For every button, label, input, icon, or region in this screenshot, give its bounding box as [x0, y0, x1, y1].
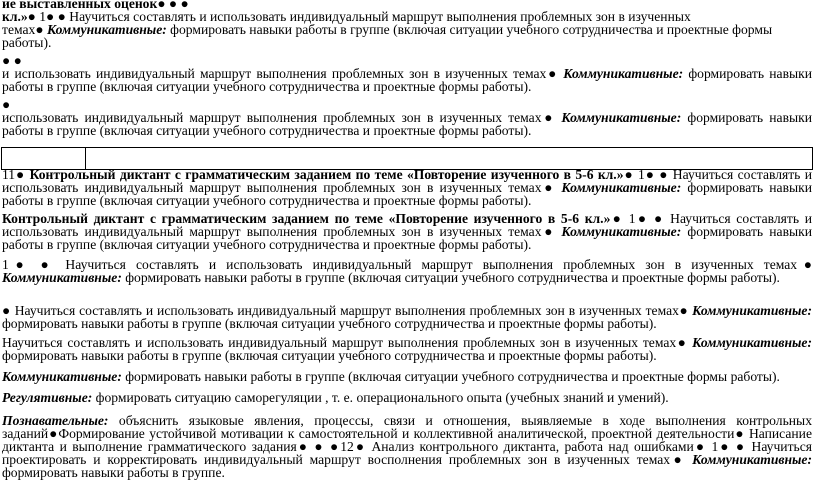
text-line: кл.»● 1● ● Научиться составлять и использовать индивидуальный маршрут выполнения проблемных зон в изученных: [2, 8, 691, 24]
competency-label: Познавательные:: [2, 413, 109, 428]
body-text: формировать навыки работы в группе (включая ситуации учебного сотрудничества и проектные формы работы).: [2, 65, 812, 94]
competency-label: Регулятивные:: [2, 390, 93, 405]
competency-label: Коммуникативные:: [2, 369, 122, 384]
lesson-title: Контрольный диктант с грамматическим заданием по теме «Повторение изученного в 5-6 кл.»: [2, 211, 611, 226]
bullet-line: ●: [2, 97, 11, 112]
body-text: использовать индивидуальный маршрут выполнения проблемных зон в изученных темах●: [2, 109, 562, 125]
bullet-line: ● ●: [2, 53, 22, 68]
text-line: ие выставленных оценок● ● ●: [2, 0, 189, 11]
text-line: темах● Коммуникативные: формировать навыки работы в группе (включая ситуации учебного сотрудничества и проектные формы: [2, 21, 773, 37]
competency-label: Коммуникативные:: [561, 223, 682, 239]
lesson-number: 11●: [2, 167, 30, 182]
paragraph-4: [2, 169, 812, 208]
body-text: ● 1● ● Научиться составлять и использовать индивидуальный маршрут выполнения проблемных зон в изученных темах●: [2, 211, 813, 239]
competency-label: Коммуникативные:: [692, 303, 812, 318]
body-text: формировать навыки работы в группе (включая ситуации учебного сотрудничества и проектные формы работы).: [2, 347, 657, 363]
text-line: работы).: [2, 34, 52, 50]
paragraph-3: [2, 99, 812, 138]
body-text: ● 1● ● Научиться составлять и использовать индивидуальный маршрут выполнения проблемных зон в изученных темах●: [2, 167, 813, 195]
body-text: объяснить языковые явления, процессы, связи и отношения, выявляемые в ходе выполнения контрольных заданий●Формирование устойчивой мотивации к самостоятельной и коллективной аналитической, проектной деятельности● Написание диктанта и выполнение грамматического задания● ● ●12● Анализ контрольного диктанта, работа над ошибками● 1● ● Научиться проектировать и корректировать индивидуальный маршрут восполнения проблемных зон в изученных темах●: [2, 413, 812, 467]
paragraph-9: [2, 371, 812, 384]
body-text: формировать навыки работы в группе (включая ситуации учебного сотрудничества и проектные формы работы).: [2, 109, 813, 138]
body-text: и использовать индивидуальный маршрут выполнения проблемных зон в изученных темах●: [2, 65, 564, 81]
paragraph-7: [2, 305, 812, 331]
paragraph-8: [2, 337, 812, 363]
table-cell-border: [1, 148, 2, 169]
paragraph-5: [2, 213, 812, 252]
body-text: формировать навыки работы в группе (включая ситуации учебного сотрудничества и проектные формы работы).: [2, 179, 813, 208]
competency-label: Коммуникативные:: [2, 269, 122, 285]
competency-label: Коммуникативные:: [561, 179, 682, 195]
body-text: формировать навыки работы в группе (включая ситуации учебного сотрудничества и проектные формы работы).: [2, 223, 813, 252]
paragraph-11: [2, 415, 812, 480]
body-text: формировать ситуацию саморегуляции , т. е. операционального опыта (учебных знаний и умений).: [92, 390, 669, 405]
competency-label: Коммуникативные:: [692, 451, 812, 467]
paragraph-10: [2, 392, 812, 405]
body-text: формировать навыки работы в группе (включая ситуации учебного сотрудничества и проектные формы работы).: [121, 269, 780, 285]
body-text: формировать навыки работы в группе (включая ситуации учебного сотрудничества и проектные формы работы).: [121, 369, 780, 384]
table-cell-border: [812, 148, 813, 169]
body-text: формировать навыки работы в группе (включая ситуации учебного сотрудничества и проектные формы работы).: [2, 315, 657, 331]
table-cell-border: [85, 148, 86, 169]
lesson-title: Контрольный диктант с грамматическим заданием по теме «Повторение изученного в 5-6 кл.»: [29, 167, 624, 182]
body-text: 1● ● Научиться составлять и использовать индивидуальный маршрут выполнения проблемных зон в изученных темах●: [2, 257, 812, 272]
competency-label: Коммуникативные:: [561, 109, 682, 125]
body-text: Научиться составлять и использовать индивидуальный маршрут выполнения проблемных зон в изученных темах●: [2, 335, 693, 350]
competency-label: Коммуникативные:: [692, 335, 812, 350]
paragraph-2: [2, 55, 812, 94]
paragraph-6: [2, 259, 812, 285]
body-text: формировать навыки работы в группе.: [2, 464, 225, 480]
competency-label: Коммуникативные:: [563, 65, 684, 81]
paragraph-continuation: [2, 0, 812, 50]
body-text: ● Научиться составлять и использовать индивидуальный маршрут выполнения проблемных зон в изученных темах●: [2, 303, 693, 318]
